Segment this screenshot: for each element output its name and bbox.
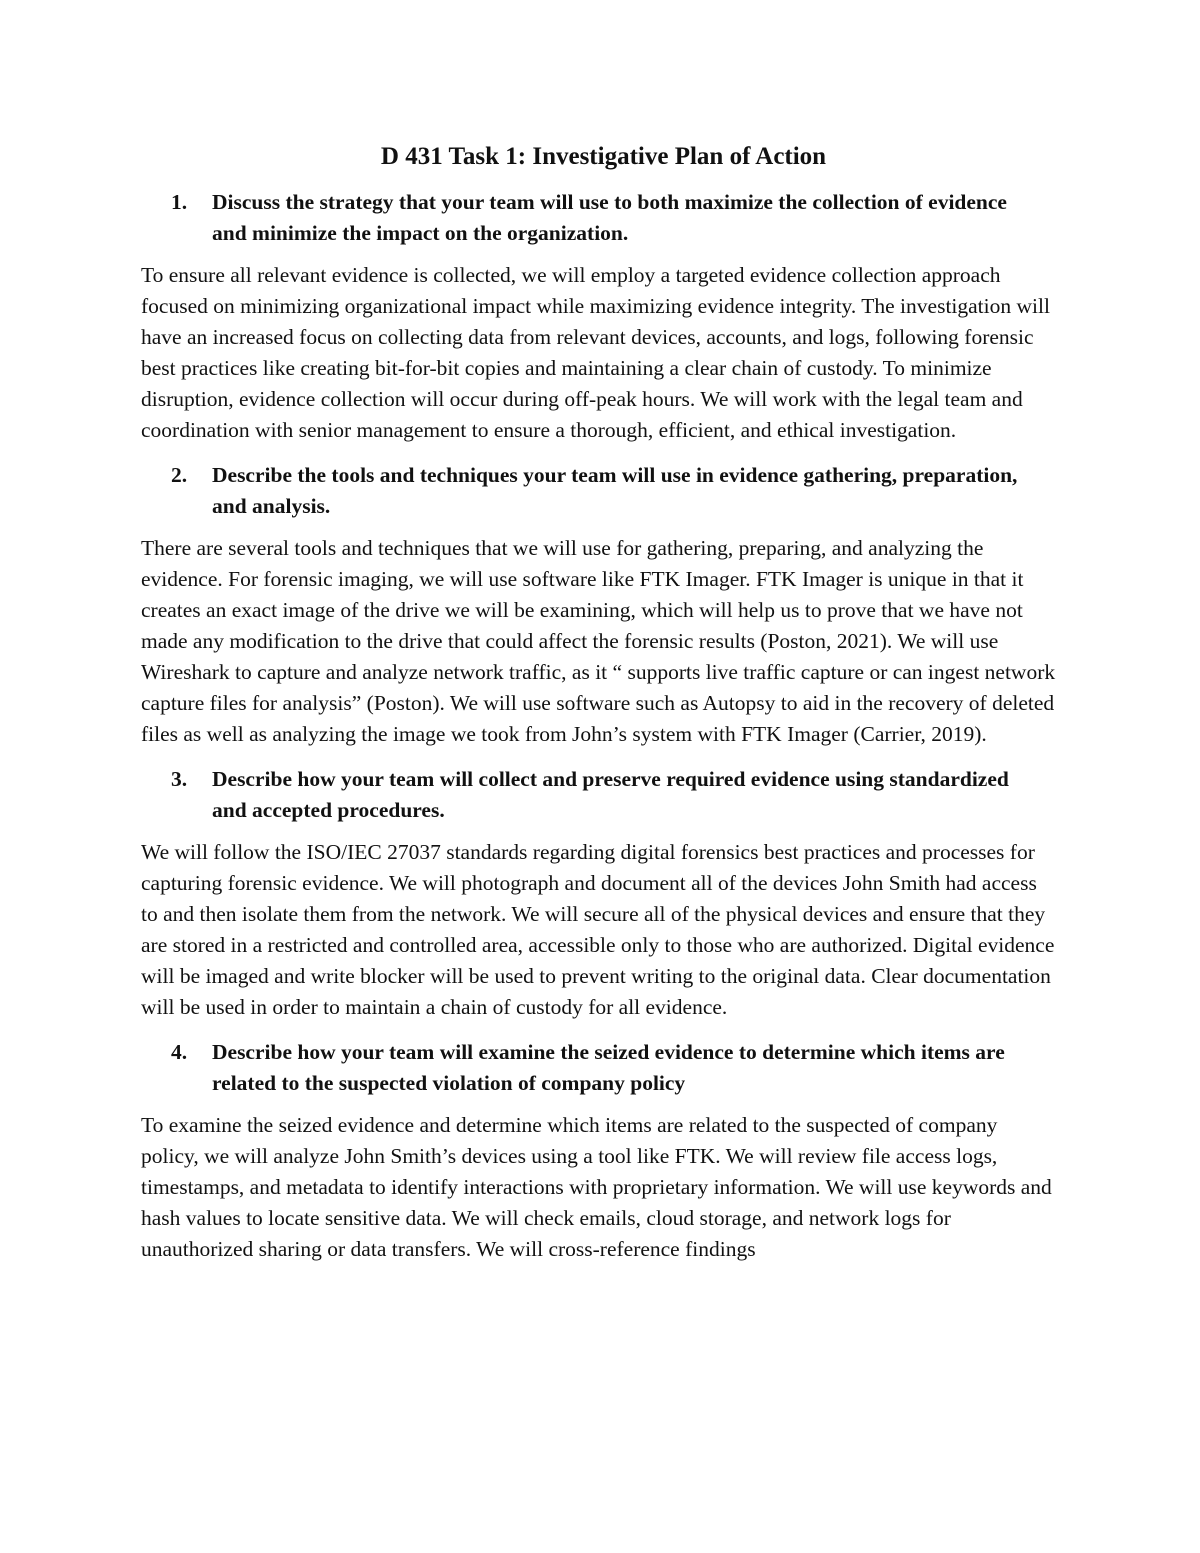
question-number: 2. [171,463,188,487]
question-number: 3. [171,767,188,791]
question-1 [141,187,1066,249]
question-3 [141,764,1066,826]
question-4 [141,1037,1066,1099]
question-text: Discuss the strategy that your team will use to both maximize the collection of evidence and minimize the impact on the organization. [212,190,1007,245]
question-text: Describe how your team will collect and preserve required evidence using standardized and accepted procedures. [212,767,1009,822]
question-2 [141,460,1066,522]
answer-paragraph: To examine the seized evidence and determine which items are related to the suspected of company policy, we will analyze John Smith’s devices using a tool like FTK. We will review file access logs, timestamps, and metadata to identify interactions with proprietary information. We will use keywords and hash values to locate sensitive data. We will check emails, cloud storage, and network logs for unauthorized sharing or data transfers. We will cross-reference findings [141,1113,1052,1261]
page-title: D 431 Task 1: Investigative Plan of Action [380,143,827,170]
section-2 [141,460,1066,750]
document-body [141,140,1066,1279]
question-number: 1. [171,190,188,214]
answer-paragraph: To ensure all relevant evidence is collected, we will employ a targeted evidence collection approach focused on minimizing organizational impact while maximizing evidence integrity. The investigation will have an increased focus on collecting data from relevant devices, accounts, and logs, following forensic best practices like creating bit-for-bit copies and maintaining a clear chain of custody. To minimize disruption, evidence collection will occur during off-peak hours. We will work with the legal team and coordination with senior management to ensure a thorough, efficient, and ethical investigation. [141,263,1050,442]
section-3 [141,764,1066,1023]
section-4 [141,1037,1066,1265]
question-text: Describe the tools and techniques your team will use in evidence gathering, preparation, and analysis. [212,463,1018,518]
answer-paragraph: We will follow the ISO/IEC 27037 standards regarding digital forensics best practices and processes for capturing forensic evidence. We will photograph and document all of the devices John Smith had access to and then isolate them from the network. We will secure all of the physical devices and ensure that they are stored in a restricted and controlled area, accessible only to those who are authorized. Digital evidence will be imaged and write blocker will be used to prevent writing to the original data. Clear documentation will be used in order to maintain a chain of custody for all evidence. [141,840,1055,1019]
question-number: 4. [171,1040,188,1064]
section-1 [141,187,1066,446]
question-text: Describe how your team will examine the seized evidence to determine which items are related to the suspected violation of company policy [212,1040,1005,1095]
answer-paragraph: There are several tools and techniques that we will use for gathering, preparing, and analyzing the evidence. For forensic imaging, we will use software like FTK Imager. FTK Imager is unique in that it creates an exact image of the drive we will be examining, which will help us to prove that we have not made any modification to the drive that could affect the forensic results (Poston, 2021). We will use Wireshark to capture and analyze network traffic, as it “ supports live traffic capture or can ingest network capture files for analysis” (Poston). We will use software such as Autopsy to aid in the recovery of deleted files as well as analyzing the image we took from John’s system with FTK Imager (Carrier, 2019). [141,536,1056,746]
